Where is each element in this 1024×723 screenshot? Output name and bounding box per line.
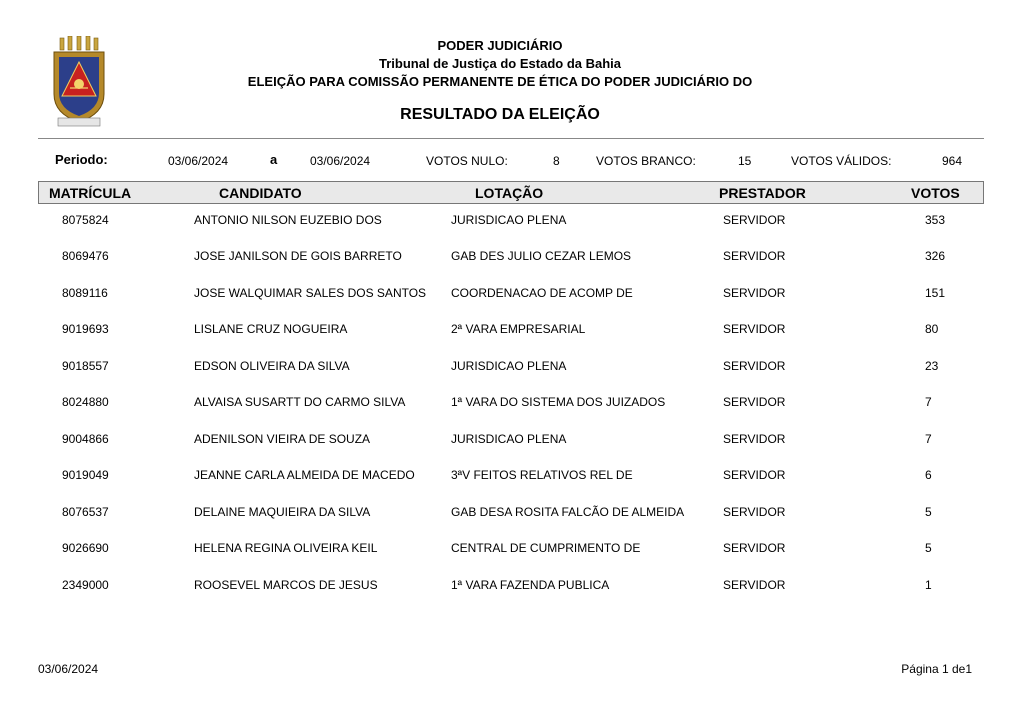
prestador-cell: SERVIDOR: [723, 322, 786, 336]
matricula-cell: 9004866: [62, 432, 109, 446]
votes-cell: 353: [925, 213, 946, 227]
candidate-cell: ROOSEVEL MARCOS DE JESUS: [194, 578, 378, 592]
prestador-cell: SERVIDOR: [723, 286, 786, 300]
matricula-cell: 8075824: [62, 213, 109, 227]
matricula-cell: 9019049: [62, 468, 109, 482]
column-header-votos: VOTOS: [911, 185, 960, 201]
lotacao-cell: 3ªV FEITOS RELATIVOS REL DE: [451, 468, 633, 482]
matricula-cell: 2349000: [62, 578, 109, 592]
votes-cell: 7: [925, 395, 932, 409]
votes-cell: 23: [925, 359, 939, 373]
table-row: [0, 322, 1024, 342]
column-header-candidato: CANDIDATO: [219, 185, 302, 201]
table-row: [0, 286, 1024, 306]
valid-votes-value: 964: [942, 154, 963, 168]
lotacao-cell: CENTRAL DE CUMPRIMENTO DE: [451, 541, 641, 555]
period-label: Periodo:: [55, 152, 108, 167]
prestador-cell: SERVIDOR: [723, 468, 786, 482]
blank-votes-label: VOTOS BRANCO:: [596, 154, 696, 168]
lotacao-cell: 1ª VARA DO SISTEMA DOS JUIZADOS: [451, 395, 666, 409]
votes-cell: 80: [925, 322, 939, 336]
election-name: ELEIÇÃO PARA COMISSÃO PERMANENTE DE ÉTICA DO PODER JUDICIÁRIO DO: [247, 74, 753, 89]
prestador-cell: SERVIDOR: [723, 359, 786, 373]
table-row: [0, 213, 1024, 233]
court-branch: PODER JUDICIÁRIO: [437, 38, 563, 53]
lotacao-cell: JURISDICAO PLENA: [451, 359, 567, 373]
column-header-matricula: MATRÍCULA: [49, 185, 132, 201]
matricula-cell: 9019693: [62, 322, 109, 336]
candidate-cell: ALVAISA SUSARTT DO CARMO SILVA: [194, 395, 406, 409]
null-votes-value: 8: [553, 154, 560, 168]
table-row: [0, 541, 1024, 561]
votes-cell: 5: [925, 505, 932, 519]
candidate-cell: DELAINE MAQUIEIRA DA SILVA: [194, 505, 371, 519]
lotacao-cell: 1ª VARA FAZENDA PUBLICA: [451, 578, 610, 592]
prestador-cell: SERVIDOR: [723, 213, 786, 227]
table-row: [0, 359, 1024, 379]
column-header-prestador: PRESTADOR: [719, 185, 806, 201]
footer-date: 03/06/2024: [38, 662, 99, 676]
candidate-cell: JOSE WALQUIMAR SALES DOS SANTOS: [194, 286, 427, 300]
matricula-cell: 8076537: [62, 505, 109, 519]
prestador-cell: SERVIDOR: [723, 541, 786, 555]
lotacao-cell: JURISDICAO PLENA: [451, 432, 567, 446]
court-name: Tribunal de Justiça do Estado da Bahia: [379, 56, 621, 71]
candidate-cell: JEANNE CARLA ALMEIDA DE MACEDO: [194, 468, 415, 482]
table-row: [0, 578, 1024, 598]
matricula-cell: 9026690: [62, 541, 109, 555]
prestador-cell: SERVIDOR: [723, 395, 786, 409]
prestador-cell: SERVIDOR: [723, 249, 786, 263]
lotacao-cell: GAB DESA ROSITA FALCÃO DE ALMEIDA: [451, 505, 685, 519]
header-divider: [38, 138, 984, 139]
page-number: Página 1 de1: [901, 662, 972, 676]
votes-cell: 1: [925, 578, 932, 592]
table-row: [0, 395, 1024, 415]
null-votes-label: VOTOS NULO:: [426, 154, 508, 168]
votes-cell: 326: [925, 249, 946, 263]
valid-votes-label: VOTOS VÁLIDOS:: [791, 154, 892, 168]
votes-cell: 5: [925, 541, 932, 555]
table-row: [0, 505, 1024, 525]
candidate-cell: EDSON OLIVEIRA DA SILVA: [194, 359, 350, 373]
blank-votes-value: 15: [738, 154, 752, 168]
lotacao-cell: GAB DES JULIO CEZAR LEMOS: [451, 249, 632, 263]
lotacao-cell: COORDENACAO DE ACOMP DE: [451, 286, 633, 300]
candidate-cell: LISLANE CRUZ NOGUEIRA: [194, 322, 348, 336]
matricula-cell: 9018557: [62, 359, 109, 373]
table-row: [0, 468, 1024, 488]
page-title: RESULTADO DA ELEIÇÃO: [400, 106, 600, 123]
votes-cell: 6: [925, 468, 932, 482]
matricula-cell: 8024880: [62, 395, 109, 409]
table-header: [38, 181, 984, 204]
candidate-cell: JOSE JANILSON DE GOIS BARRETO: [194, 249, 402, 263]
votes-cell: 151: [925, 286, 946, 300]
table-row: [0, 432, 1024, 452]
period-separator: a: [270, 152, 278, 167]
column-header-lotacao: LOTAÇÃO: [475, 185, 544, 201]
candidate-cell: ADENILSON VIEIRA DE SOUZA: [194, 432, 371, 446]
prestador-cell: SERVIDOR: [723, 505, 786, 519]
prestador-cell: SERVIDOR: [723, 432, 786, 446]
period-start-date: 03/06/2024: [168, 154, 229, 168]
matricula-cell: 8069476: [62, 249, 109, 263]
matricula-cell: 8089116: [62, 286, 108, 300]
candidate-cell: ANTONIO NILSON EUZEBIO DOS: [194, 213, 382, 227]
candidate-cell: HELENA REGINA OLIVEIRA KEIL: [194, 541, 378, 555]
table-row: [0, 249, 1024, 269]
prestador-cell: SERVIDOR: [723, 578, 786, 592]
lotacao-cell: 2ª VARA EMPRESARIAL: [451, 322, 586, 336]
lotacao-cell: JURISDICAO PLENA: [451, 213, 567, 227]
votes-cell: 7: [925, 432, 932, 446]
period-end-date: 03/06/2024: [310, 154, 371, 168]
